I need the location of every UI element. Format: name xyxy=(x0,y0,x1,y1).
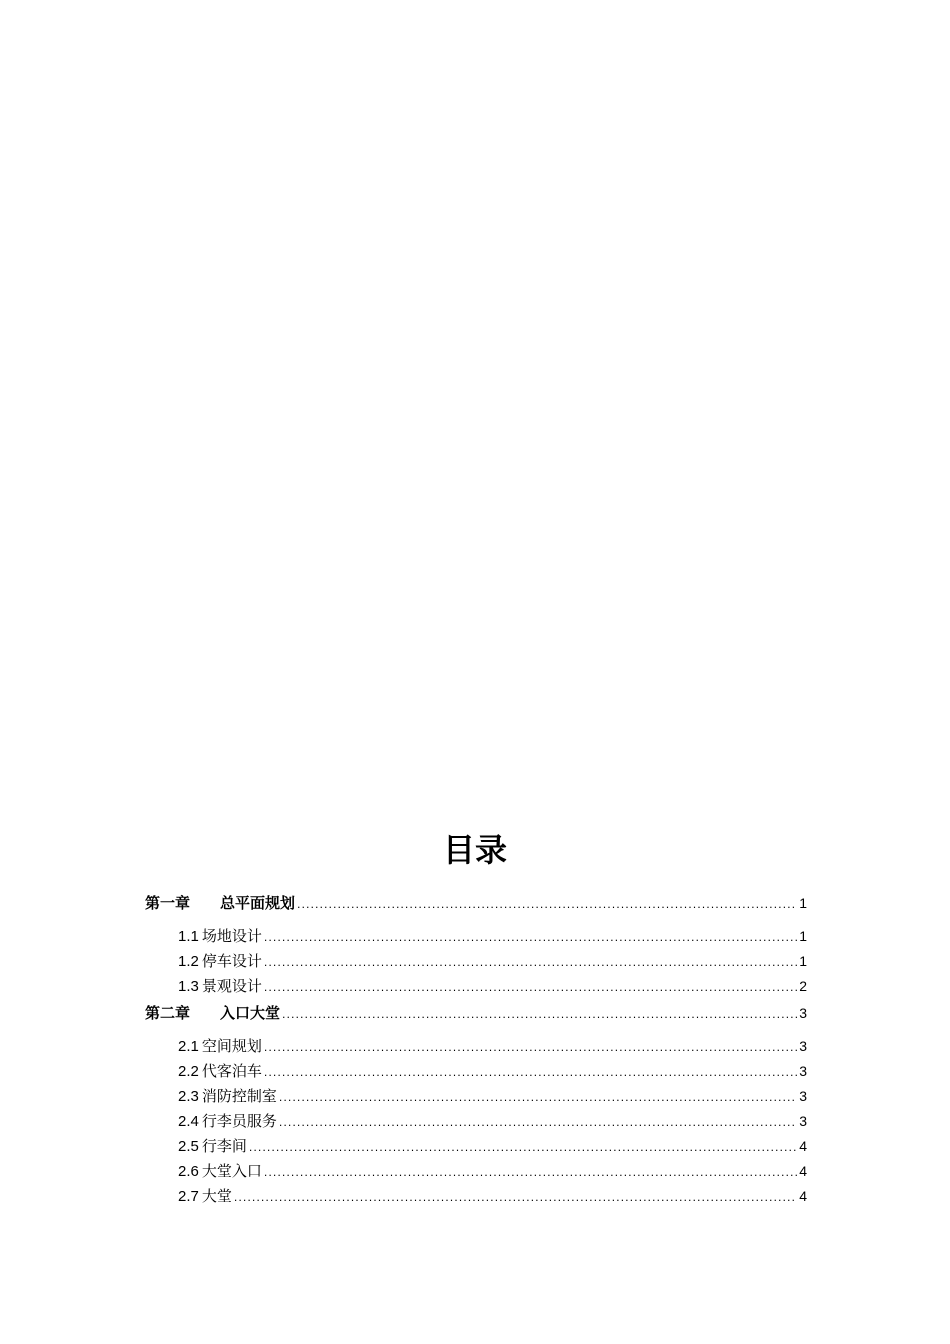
section-number: 2.4 xyxy=(178,1113,199,1130)
section-title: 景观设计 xyxy=(201,977,262,995)
dot-leader xyxy=(264,1060,797,1085)
dot-leader xyxy=(264,950,797,975)
toc-chapter-1[interactable] xyxy=(145,889,807,924)
page-number: 3 xyxy=(799,1088,807,1104)
toc-title: 目录 xyxy=(442,831,507,869)
chapter-title: 总平面规划 xyxy=(220,894,296,912)
section-number: 2.3 xyxy=(178,1088,199,1105)
dot-leader xyxy=(264,1035,797,1060)
section-number: 2.5 xyxy=(178,1138,199,1155)
toc-section-2-3[interactable] xyxy=(145,1084,807,1109)
dot-leader xyxy=(279,1085,797,1110)
section-number: 1.1 xyxy=(178,928,199,945)
page-number: 1 xyxy=(799,928,807,944)
toc-chapter-2[interactable] xyxy=(145,999,807,1034)
dot-leader xyxy=(264,925,797,950)
dot-leader xyxy=(282,1001,797,1029)
dot-leader xyxy=(234,1185,797,1210)
page-number: 4 xyxy=(799,1188,807,1204)
toc-section-2-2[interactable] xyxy=(145,1059,807,1084)
toc-section-2-5[interactable] xyxy=(145,1134,807,1159)
section-title: 场地设计 xyxy=(201,927,262,945)
toc-section-1-3[interactable] xyxy=(145,974,807,999)
chapter-number: 第一章 xyxy=(145,894,191,912)
section-title: 消防控制室 xyxy=(201,1087,277,1105)
section-title: 空间规划 xyxy=(201,1037,262,1055)
section-number: 2.6 xyxy=(178,1163,199,1180)
toc-section-1-1[interactable] xyxy=(145,924,807,949)
section-title: 大堂 xyxy=(201,1187,232,1205)
page-number: 4 xyxy=(799,1163,807,1179)
dot-leader xyxy=(264,975,797,1000)
section-title: 大堂入口 xyxy=(201,1162,262,1180)
section-number: 2.1 xyxy=(178,1038,199,1055)
page-number: 1 xyxy=(799,895,807,911)
page-number: 3 xyxy=(799,1063,807,1079)
toc-section-1-2[interactable] xyxy=(145,949,807,974)
toc-section-2-6[interactable] xyxy=(145,1159,807,1184)
dot-leader xyxy=(297,891,797,919)
section-number: 2.2 xyxy=(178,1063,199,1080)
page-number: 3 xyxy=(799,1038,807,1054)
toc-section-2-4[interactable] xyxy=(145,1109,807,1134)
page-number: 3 xyxy=(799,1005,807,1021)
page-number: 1 xyxy=(799,953,807,969)
toc-section-2-7[interactable] xyxy=(145,1184,807,1209)
dot-leader xyxy=(279,1110,797,1135)
section-number: 1.2 xyxy=(178,953,199,970)
dot-leader xyxy=(264,1160,797,1185)
section-title: 代客泊车 xyxy=(201,1062,262,1080)
chapter-number: 第二章 xyxy=(145,1004,191,1022)
page-number: 4 xyxy=(799,1138,807,1154)
section-title: 行李间 xyxy=(201,1137,247,1155)
section-number: 1.3 xyxy=(178,978,199,995)
page-number: 2 xyxy=(799,978,807,994)
section-title: 行李员服务 xyxy=(201,1112,277,1130)
section-number: 2.7 xyxy=(178,1188,199,1205)
dot-leader xyxy=(249,1135,797,1160)
chapter-title: 入口大堂 xyxy=(220,1004,281,1022)
page-number: 3 xyxy=(799,1113,807,1129)
section-title: 停车设计 xyxy=(201,952,262,970)
table-of-contents xyxy=(145,889,807,1209)
toc-section-2-1[interactable] xyxy=(145,1034,807,1059)
